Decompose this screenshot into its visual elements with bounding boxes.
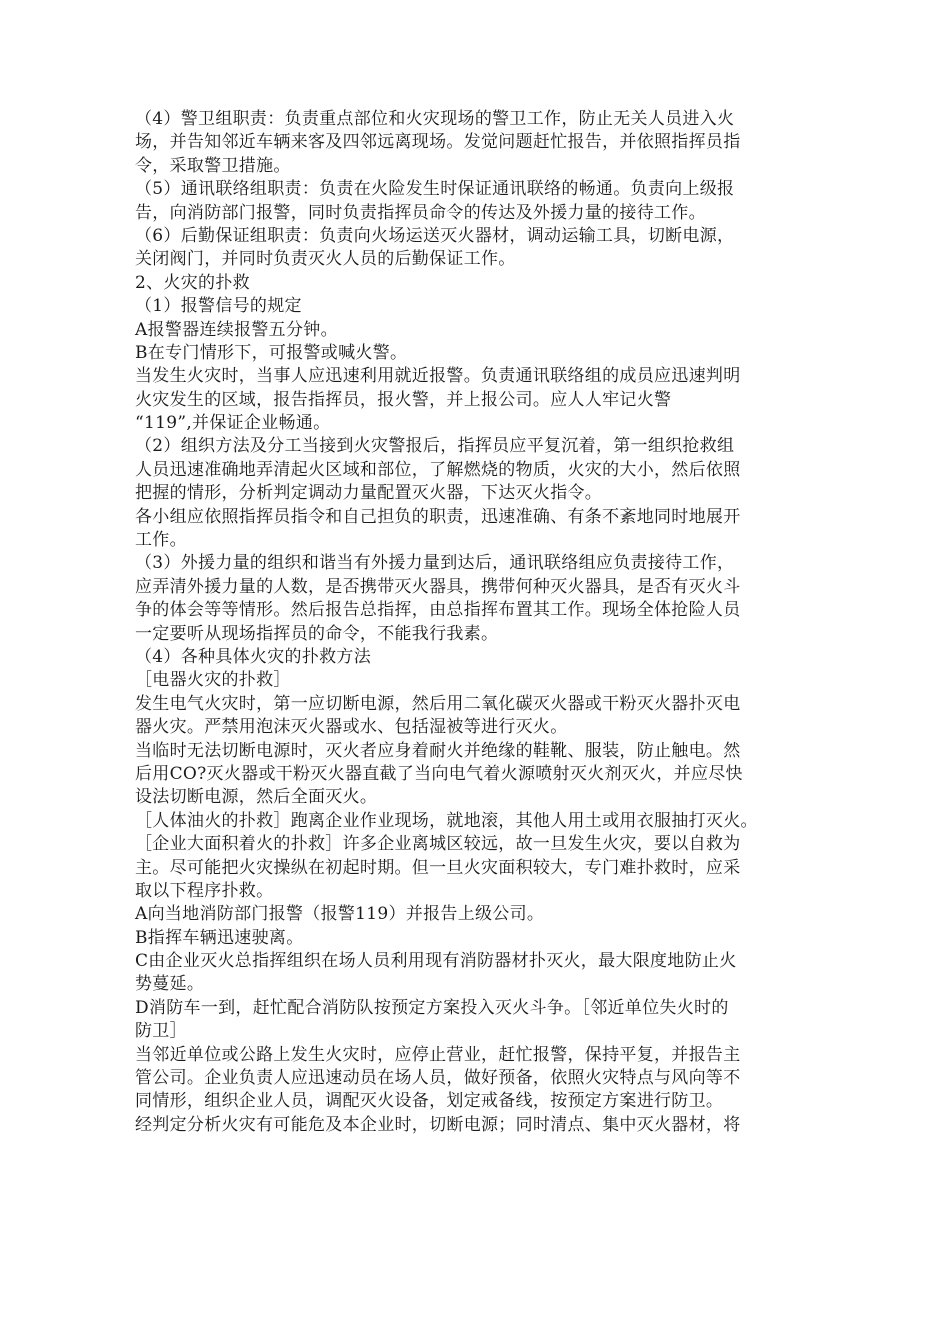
text-line: A向当地消防部门报警（报警119）并报告上级公司。 xyxy=(135,904,545,925)
text-line: （6）后勤保证组职责：负责向火场运送灭火器材，调动运输工具，切断电源， xyxy=(135,225,735,246)
subsection-heading: （4）各种具体火灾的扑救方法 xyxy=(135,646,372,667)
bracket-heading: ［电器火灾的扑救］ xyxy=(135,670,291,691)
text-line: ［企业大面积着火的扑救］许多企业离城区较远，故一旦发生火灾，要以自救为 xyxy=(135,834,741,855)
text-line: 设法切断电源，然后全面灭火。 xyxy=(135,787,378,808)
text-line: D消防车一到，赶忙配合消防队按预定方案投入灭火斗争。［邻近单位失火时的 xyxy=(135,997,729,1018)
text-line: 发生电气火灾时，第一应切断电源，然后用二氧化碳灭火器或干粉灭火器扑灭电 xyxy=(135,693,741,714)
text-line: 取以下程序扑救。 xyxy=(135,880,274,901)
text-line: “119”,并保证企业畅通。 xyxy=(135,413,331,434)
text-line: C由企业灭火总指挥组织在场人员利用现有消防器材扑灭火，最大限度地防止火 xyxy=(135,951,737,972)
text-line: （2）组织方法及分工当接到火灾警报后，指挥员应平复沉着，第一组织抢救组 xyxy=(135,436,735,457)
text-line: 主。尽可能把火灾操纵在初起时期。但一旦火灾面积较大，专门难扑救时，应采 xyxy=(135,857,741,878)
text-line: 后用CO?灭火器或干粉灭火器直截了当向电气着火源喷射灭火剂灭火，并应尽快 xyxy=(135,763,743,784)
text-line: （5）通讯联络组职责：负责在火险发生时保证通讯联络的畅通。负责向上级报 xyxy=(135,179,735,200)
text-line: 场，并告知邻近车辆来客及四邻远离现场。发觉问题赶忙报告，并依照指挥员指 xyxy=(135,132,741,153)
text-line: 关闭阀门，并同时负责灭火人员的后勤保证工作。 xyxy=(135,249,516,270)
text-line: 当邻近单位或公路上发生火灾时，应停止营业，赶忙报警，保持平复，并报告主 xyxy=(135,1044,741,1065)
text-line: 防卫］ xyxy=(135,1021,187,1042)
text-line: B在专门情形下，可报警或喊火警。 xyxy=(135,342,408,363)
text-line: （3）外援力量的组织和谐当有外援力量到达后，通讯联络组应负责接待工作， xyxy=(135,553,735,574)
text-line: 人员迅速准确地弄清起火区域和部位，了解燃烧的物质，火灾的大小，然后依照 xyxy=(135,459,741,480)
text-line: B指挥车辆迅速驶离。 xyxy=(135,927,304,948)
text-line: 同情形，组织企业人员，调配灭火设备，划定戒备线，按预定方案进行防卫。 xyxy=(135,1091,724,1112)
text-line: 管公司。企业负责人应迅速动员在场人员，做好预备，依照火灾特点与风向等不 xyxy=(135,1068,741,1089)
text-line: 令，采取警卫措施。 xyxy=(135,155,291,176)
text-line: 工作。 xyxy=(135,530,187,551)
text-line: 器火灾。严禁用泡沫灭火器或水、包括湿被等进行灭火。 xyxy=(135,717,568,738)
text-line: A报警器连续报警五分钟。 xyxy=(135,319,338,340)
text-line: 告，向消防部门报警，同时负责指挥员命令的传达及外援力量的接待工作。 xyxy=(135,202,706,223)
text-line: 把握的情形，分析判定调动力量配置灭火器，下达灭火指令。 xyxy=(135,483,603,504)
text-line: 应弄清外援力量的人数，是否携带灭火器具，携带何种灭火器具，是否有灭火斗 xyxy=(135,576,741,597)
text-line: 争的体会等等情形。然后报告总指挥，由总指挥布置其工作。现场全体抢险人员 xyxy=(135,600,741,621)
text-line: 经判定分析火灾有可能危及本企业时，切断电源；同时清点、集中灭火器材，将 xyxy=(135,1114,741,1135)
text-line: 各小组应依照指挥员指令和自己担负的职责，迅速准确、有条不紊地同时地展开 xyxy=(135,506,741,527)
text-line: 一定要听从现场指挥员的命令，不能我行我素。 xyxy=(135,623,499,644)
text-line: 当发生火灾时，当事人应迅速利用就近报警。负责通讯联络组的成员应迅速判明 xyxy=(135,366,741,387)
text-line: 当临时无法切断电源时，灭火者应身着耐火并绝缘的鞋靴、服装，防止触电。然 xyxy=(135,740,741,761)
section-heading: 2、火灾的扑救 xyxy=(135,272,250,293)
document-page xyxy=(135,108,825,1137)
text-line: 势蔓延。 xyxy=(135,974,205,995)
subsection-heading: （1）报警信号的规定 xyxy=(135,296,302,317)
text-line: （4）警卫组职责：负责重点部位和火灾现场的警卫工作，防止无关人员进入火 xyxy=(135,109,735,129)
text-line: 火灾发生的区域，报告指挥员，报火警，并上报公司。应人人牢记火警 xyxy=(135,389,672,410)
text-line: ［人体油火的扑救］跑离企业作业现场，就地滚，其他人用土或用衣服抽打灭火。 xyxy=(135,810,758,831)
